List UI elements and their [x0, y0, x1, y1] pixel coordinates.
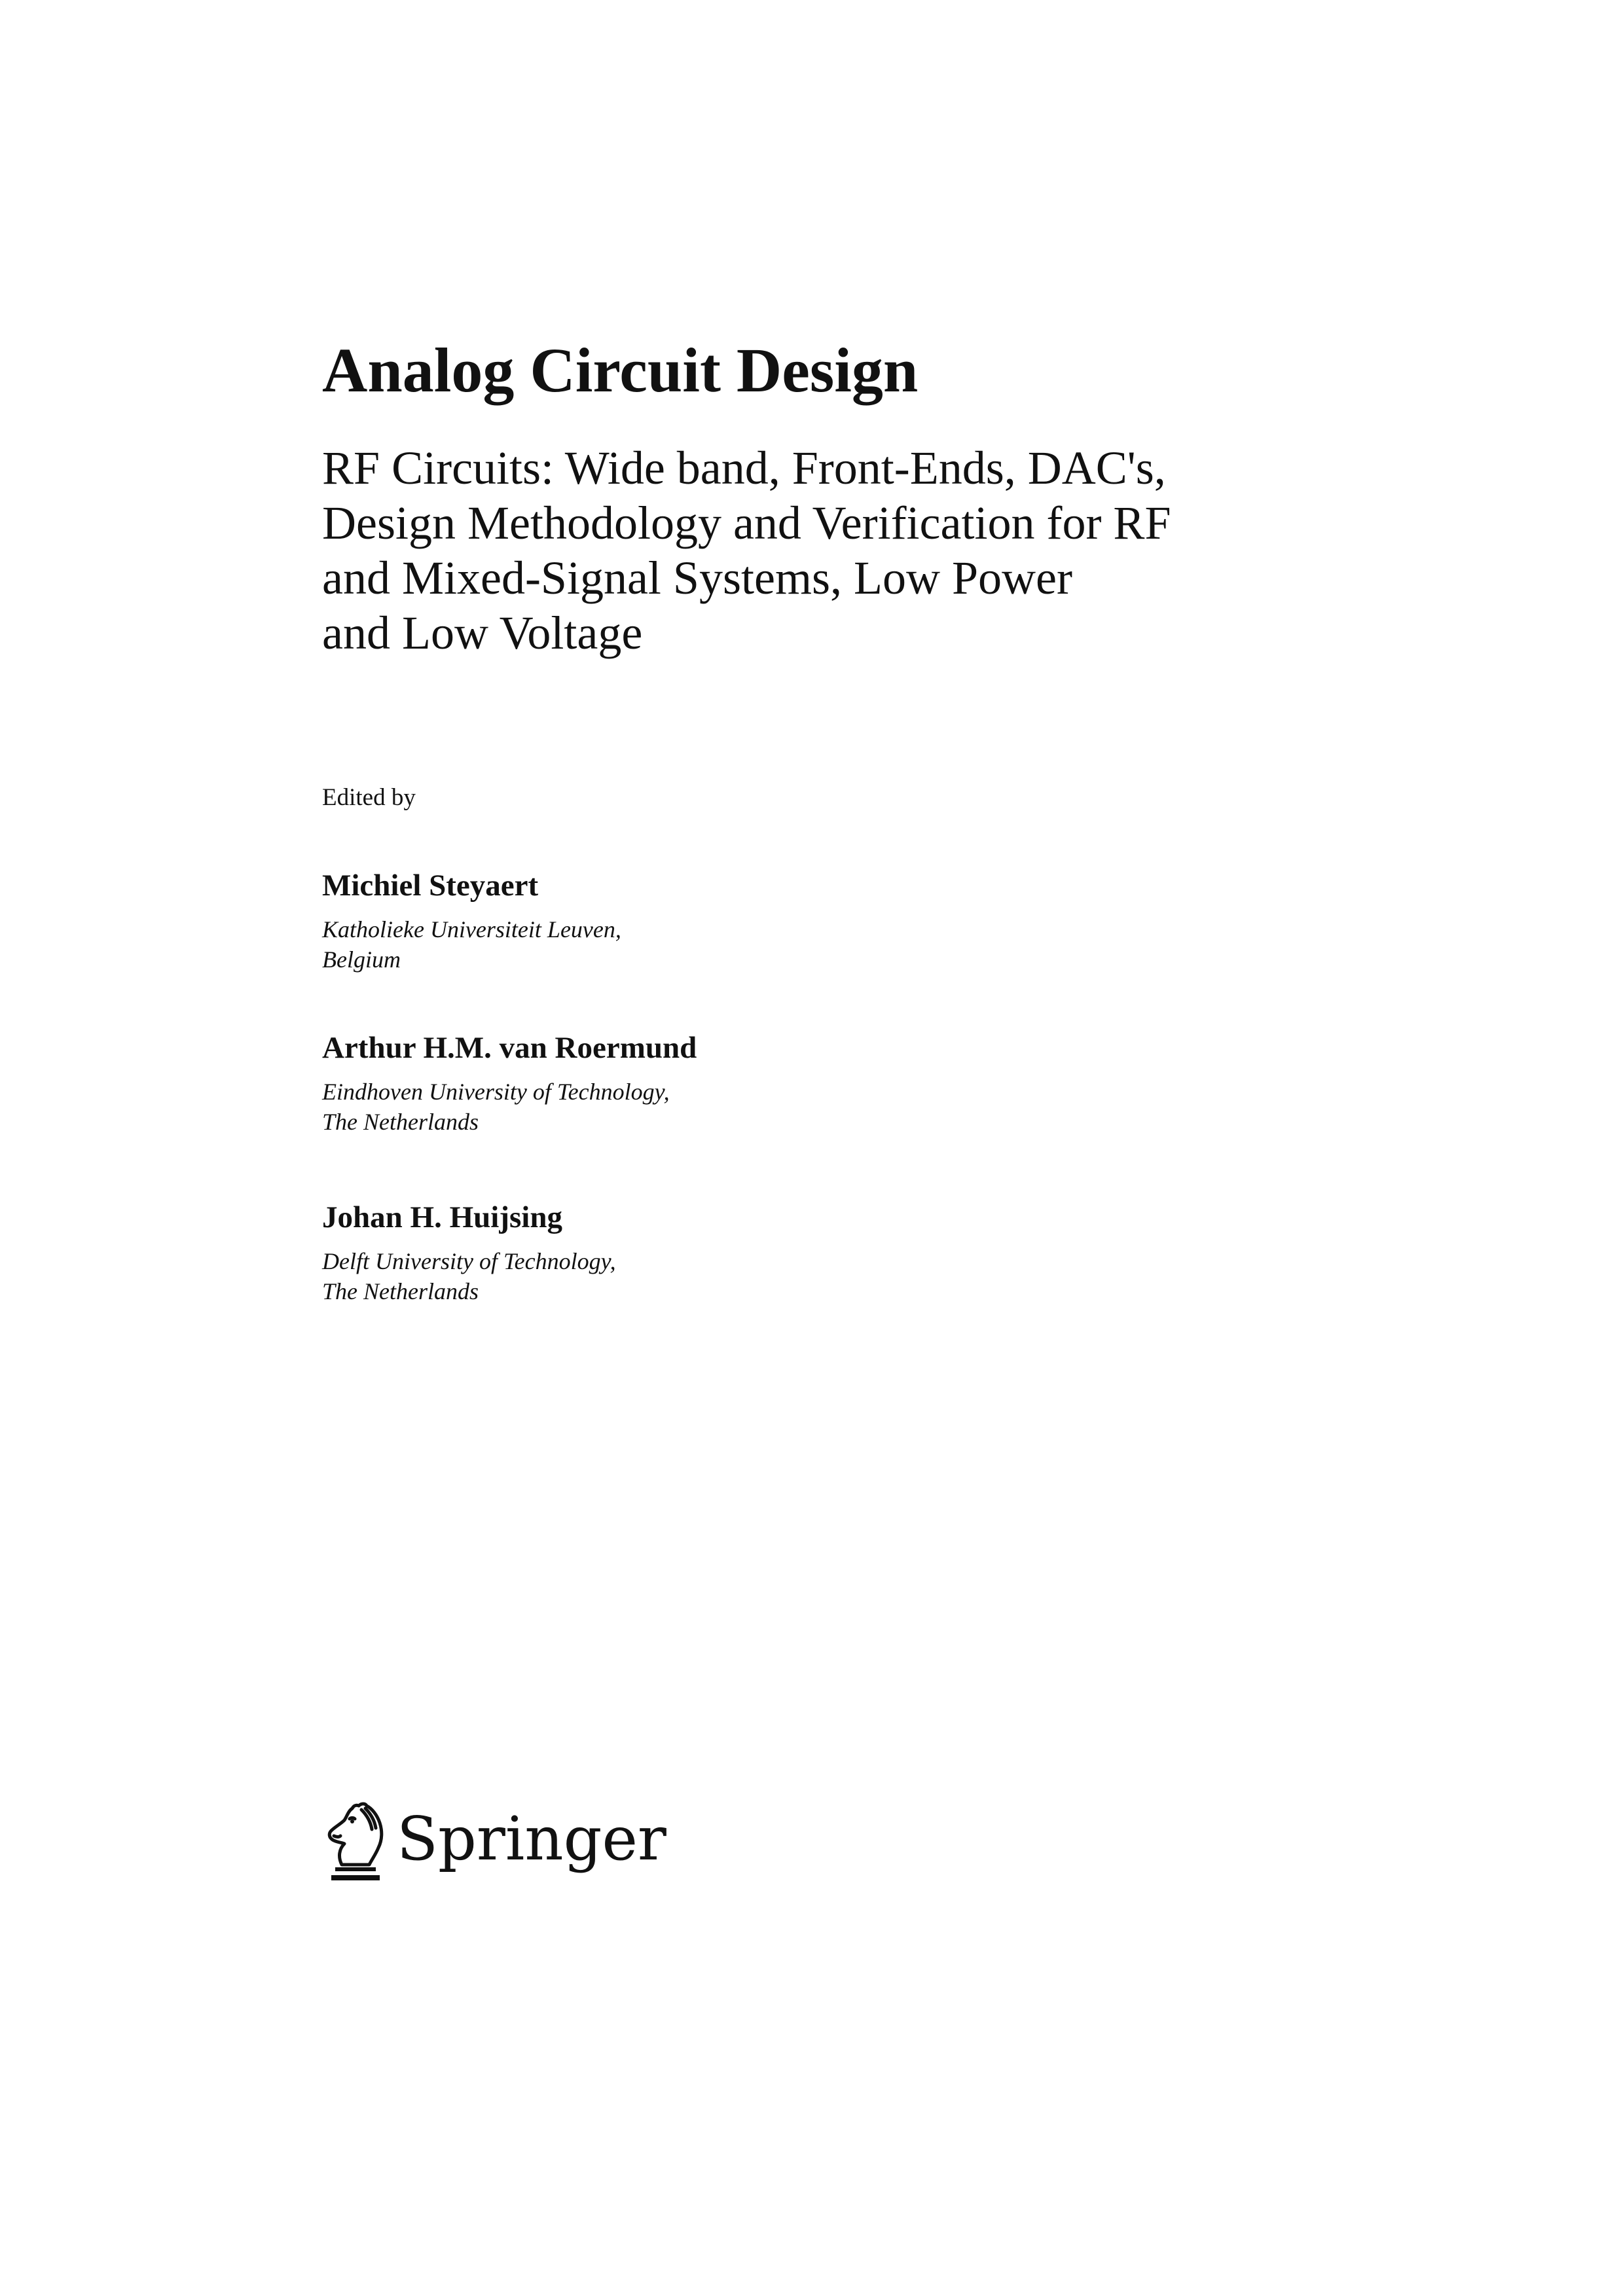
- subtitle-line: RF Circuits: Wide band, Front-Ends, DAC's,: [322, 442, 1166, 494]
- affiliation-line: Katholieke Universiteit Leuven,: [322, 916, 621, 942]
- book-subtitle: [322, 440, 1304, 660]
- editor-name: Johan H. Huijsing: [322, 1200, 562, 1234]
- editor-affiliation: [322, 1246, 1108, 1306]
- publisher-name: Springer: [397, 1804, 666, 1874]
- publisher-imprint: [322, 1793, 666, 1885]
- editor-entry: [322, 870, 1108, 975]
- editor-entry: [322, 1033, 1108, 1137]
- affiliation-line: The Netherlands: [322, 1278, 479, 1304]
- editor-name: Michiel Steyaert: [322, 869, 539, 903]
- editor-entry: [322, 1202, 1108, 1306]
- affiliation-line: Eindhoven University of Technology,: [322, 1079, 670, 1105]
- book-title: Analog Circuit Design: [322, 335, 919, 405]
- knight-horse-head-icon: [322, 1797, 388, 1882]
- subtitle-line: and Low Voltage: [322, 607, 643, 659]
- subtitle-line: Design Methodology and Verification for RF: [322, 497, 1171, 549]
- affiliation-line: The Netherlands: [322, 1109, 479, 1135]
- editor-affiliation: [322, 1077, 1108, 1137]
- edited-by-label: Edited by: [322, 784, 416, 811]
- editor-affiliation: [322, 914, 1108, 975]
- subtitle-line: and Mixed-Signal Systems, Low Power: [322, 552, 1072, 604]
- editor-name: Arthur H.M. van Roermund: [322, 1031, 697, 1065]
- affiliation-line: Belgium: [322, 946, 401, 973]
- affiliation-line: Delft University of Technology,: [322, 1248, 616, 1274]
